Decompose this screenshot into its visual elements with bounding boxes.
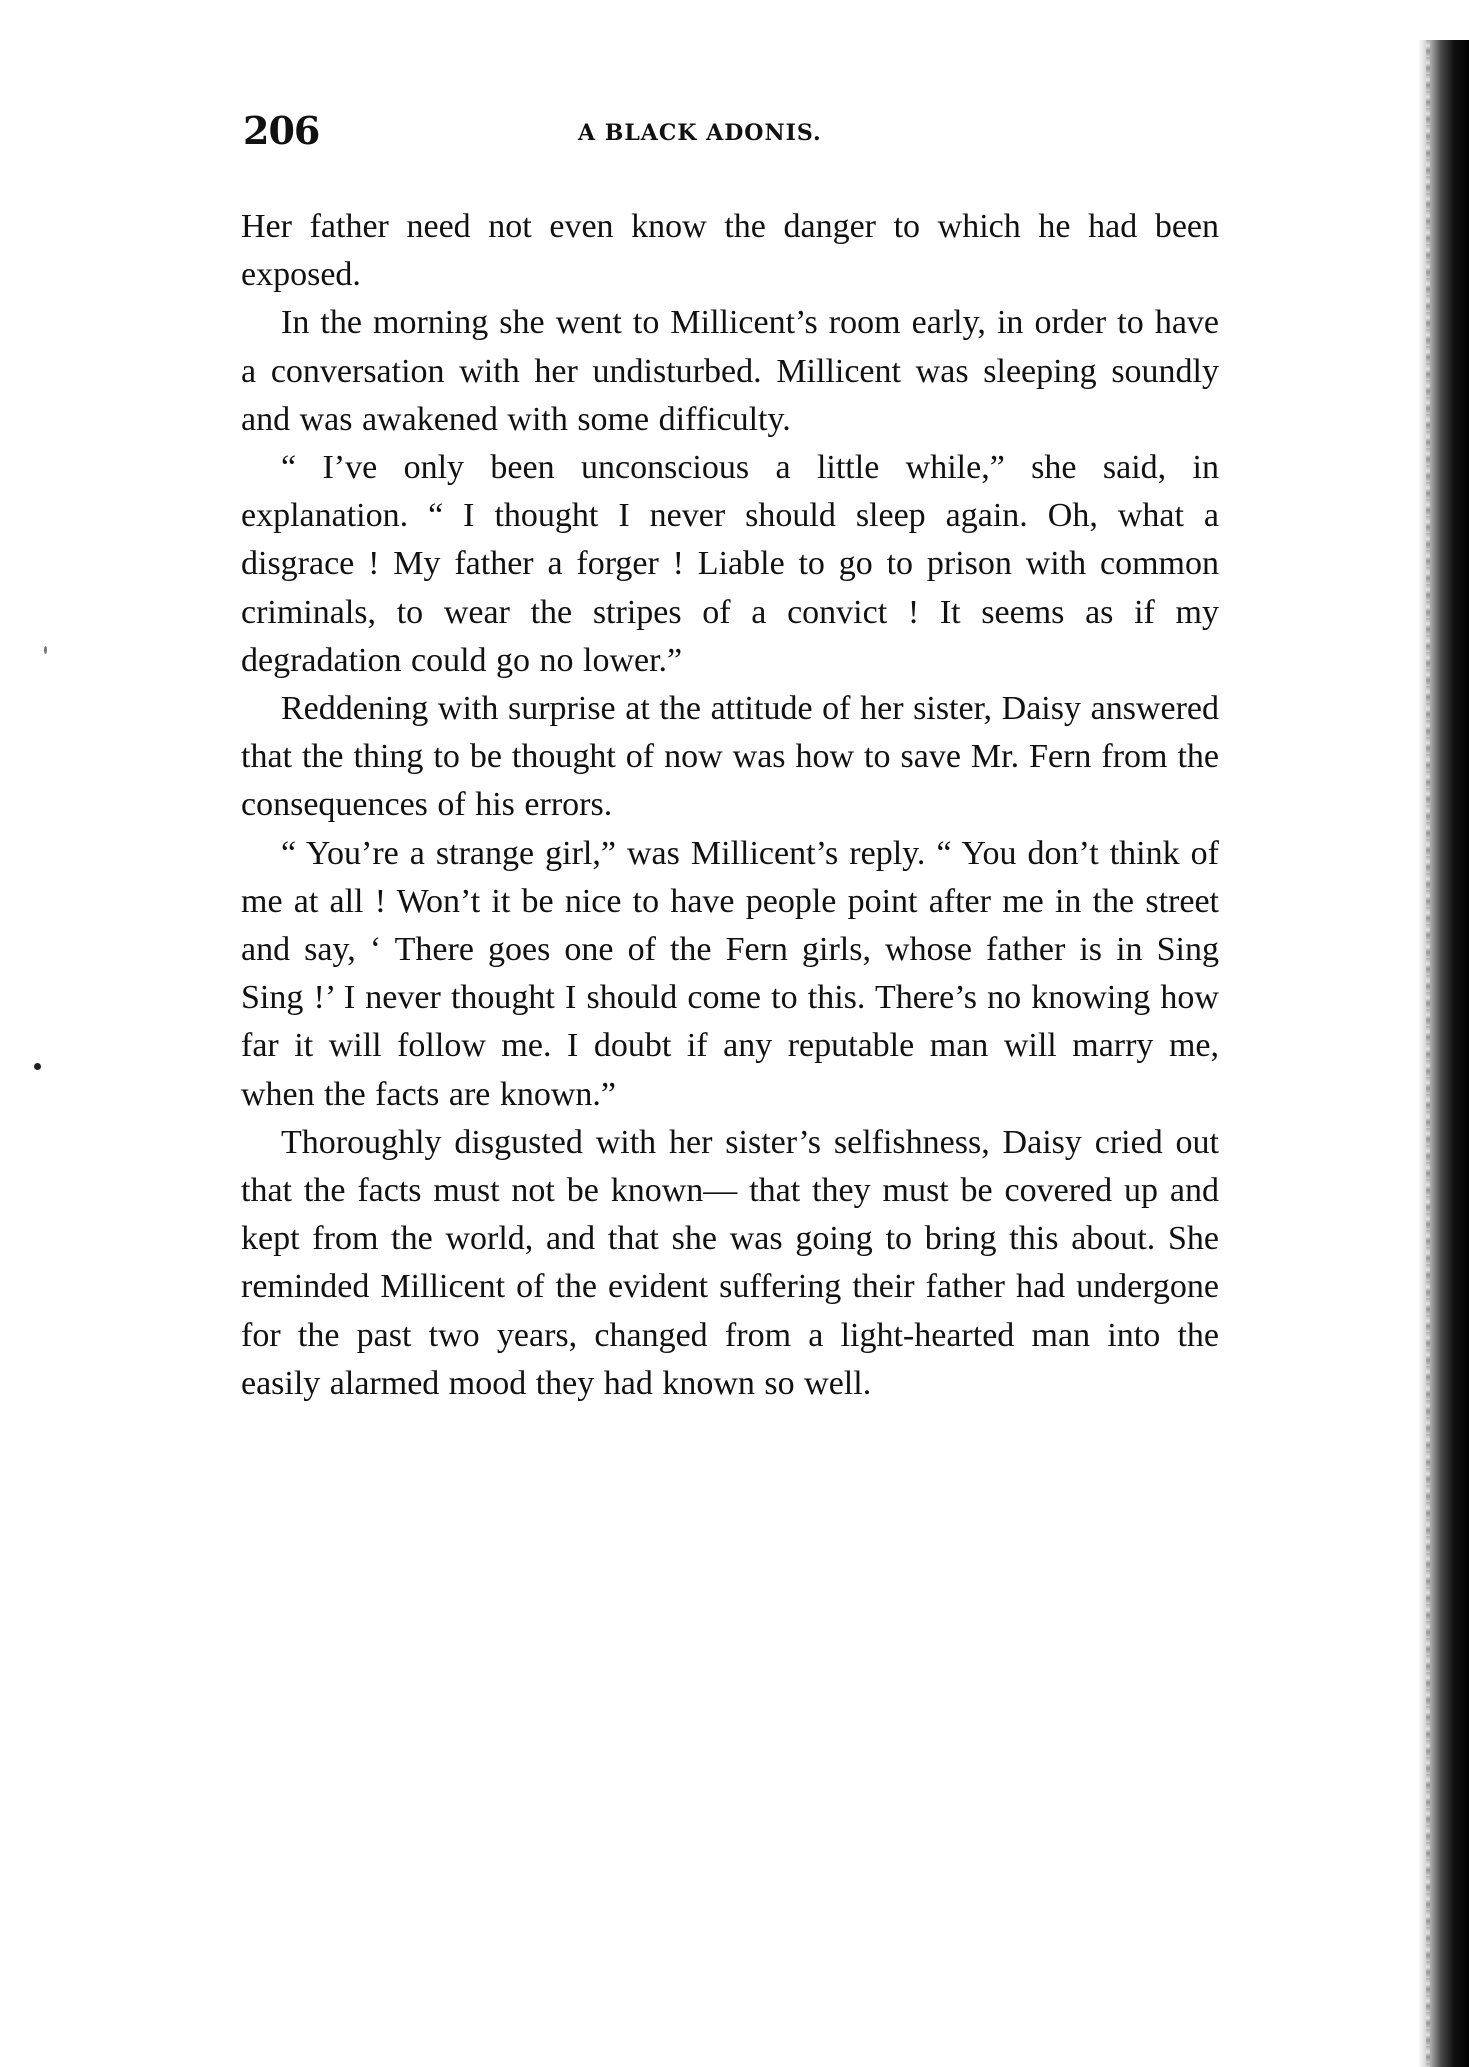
paragraph: “ You’re a strange girl,” was Millicent’s reply. “ You don’t think of me at all ! Won’t it be nice to have people point after me in the street and say, ‘ There goes one of the Fern girls, whose father is in Sing Sing !’ I never thought I should come to this. There’s no knowing how far it will follow me. I doubt if any reputable man will marry me, when the facts are known.” xyxy=(241,834,1219,1113)
paragraph: Thoroughly disgusted with her sister’s selfishness, Daisy cried out that the facts must not be known— that they must be covered up and kept from the world, and that she was going to bring this about. She reminded Millicent of the evident suffering their father had undergone for the past two years, changed from a light-hearted man into the easily alarmed mood they had known so well. xyxy=(241,1123,1219,1402)
scan-speck xyxy=(44,646,47,654)
paragraph: In the morning she went to Millicent’s room early, in order to have a conversation with her undisturbed. Millicent was sleeping soundly and was awakened with some difficulty. xyxy=(241,304,1219,438)
paragraph: Reddening with surprise at the attitude of her sister, Daisy answered that the thing to be thought of now was how to save Mr. Fern from the consequences of his errors. xyxy=(241,690,1219,824)
paragraph: Her father need not even know the danger to which he had been exposed. xyxy=(241,208,1219,294)
page-number: 206 xyxy=(243,108,320,153)
page-header xyxy=(243,108,1215,154)
body-text xyxy=(241,203,1219,1408)
paragraph: “ I’ve only been unconscious a little while,” she said, in explanation. “ I thought I never should sleep again. Oh, what a disgrace ! My father a forger ! Liable to go to prison with common criminals, to wear the stripes of a convict ! It seems as if my degradation could go no lower.” xyxy=(241,449,1219,679)
scan-edge-texture xyxy=(1426,40,1430,2067)
scan-speck xyxy=(34,1063,41,1070)
running-title: A BLACK ADONIS. xyxy=(578,120,822,146)
